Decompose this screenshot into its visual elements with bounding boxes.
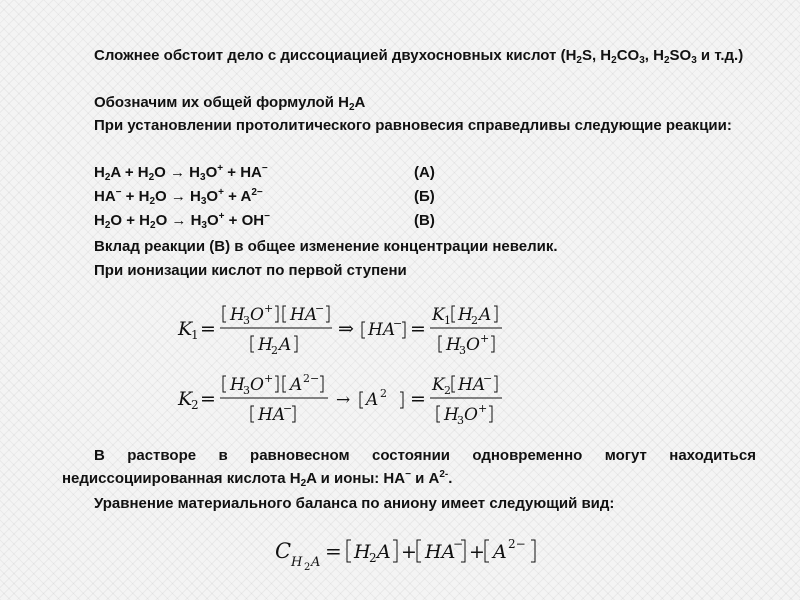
svg-text:K: K [178,388,193,410]
formula-material-balance [275,528,615,578]
svg-text:H: H [458,305,473,325]
svg-text:2: 2 [191,398,199,412]
svg-text:−: − [315,302,325,315]
svg-text:H: H [230,305,245,325]
svg-text:3: 3 [457,414,464,427]
svg-text:A: A [377,541,391,563]
svg-text:1: 1 [444,314,451,327]
svg-text:H: H [291,555,303,570]
svg-text:A: A [290,375,303,395]
svg-text:A: A [311,555,321,570]
reaction-c-tag: (В) [414,212,435,229]
paragraph-general-formula: Обозначим их общей формулой $H_2A$ [94,94,366,113]
formula-k2 [178,370,528,430]
svg-text:K: K [432,305,445,325]
svg-text:2−: 2− [303,372,320,385]
svg-text:A: A [279,335,292,355]
svg-text:1: 1 [191,328,199,342]
svg-text:2: 2 [304,562,311,573]
svg-text:O: O [250,305,264,325]
svg-text:=: = [325,539,342,563]
svg-text:K: K [432,375,445,395]
svg-text:A: A [479,305,492,325]
svg-text:H: H [444,405,459,425]
svg-text:HA: HA [258,405,286,425]
paragraph-first-step: При ионизации кислот по первой ступени [94,262,407,279]
reaction-a-tag: (А) [414,164,435,181]
svg-text:2: 2 [380,387,387,400]
svg-text:O: O [250,375,264,395]
svg-text:2: 2 [444,384,451,397]
svg-text:2: 2 [471,314,478,327]
svg-text:+: + [469,541,485,563]
svg-text:A: A [366,390,379,410]
paragraph-contribution: Вклад реакции (В) в общее изменение концентрации невелик. [94,238,558,255]
svg-text:HA: HA [290,305,318,325]
svg-text:+: + [478,402,488,415]
paragraph-dibasic-acids: Сложнее обстоит дело с диссоциацией двухосновных кислот ($H_2S$, $H_2CO_3$, $H_2SO_3$ и т.д.) [94,47,744,66]
svg-text:3: 3 [459,344,466,357]
svg-text:O: O [464,405,478,425]
svg-text:HA: HA [368,320,396,340]
svg-text:3: 3 [243,384,250,397]
paragraph-equilibrium-intro: При установлении протолитического равновесия справедливы следующие реакции: [94,117,732,134]
svg-text:H: H [230,375,245,395]
svg-text:2: 2 [271,344,278,357]
svg-text:=: = [200,318,216,340]
formula-k1 [178,300,508,360]
svg-text:2−: 2− [508,537,526,551]
paragraph-material-balance: Уравнение материального баланса по аниону имеет следующий вид: [94,495,615,512]
svg-text:+: + [264,372,274,385]
reaction-b: $HA^- + H_2O \to H_3O^+ + A^{2-}$ (Б) [94,187,435,207]
svg-text:HA: HA [458,375,486,395]
svg-text:=: = [410,388,426,410]
svg-text:C: C [275,539,292,563]
svg-text:+: + [264,302,274,315]
reaction-a: $H_2A + H_2O \to H_3O^+ + HA^-$ (А) [94,163,435,183]
svg-text:−: − [393,317,403,330]
svg-text:=: = [200,388,216,410]
svg-text:=: = [410,318,426,340]
svg-text:+: + [480,332,490,345]
svg-text:O: O [466,335,480,355]
svg-text:−: − [453,537,464,551]
reaction-c: $H_2O + H_2O \to H_3O^+ + OH^-$ (В) [94,211,435,231]
svg-text:→: → [336,390,351,410]
svg-text:2: 2 [369,551,377,565]
svg-text:3: 3 [243,314,250,327]
svg-text:−: − [283,402,293,415]
svg-text:H: H [354,541,371,563]
svg-text:HA: HA [425,541,456,563]
svg-text:K: K [178,318,193,340]
reaction-b-tag: (Б) [414,188,435,205]
svg-text:A: A [493,541,507,563]
svg-text:+: + [401,541,417,563]
svg-text:⇒: ⇒ [338,318,354,340]
svg-text:H: H [258,335,273,355]
svg-text:H: H [446,335,461,355]
svg-text:−: − [483,372,493,385]
paragraph-equilibrium-state: В растворе в равновесном состоянии одновременно могут находиться недиссоциированная кислота $H_2A$ и ионы: HA− и $A^{2-}$. [62,447,756,489]
